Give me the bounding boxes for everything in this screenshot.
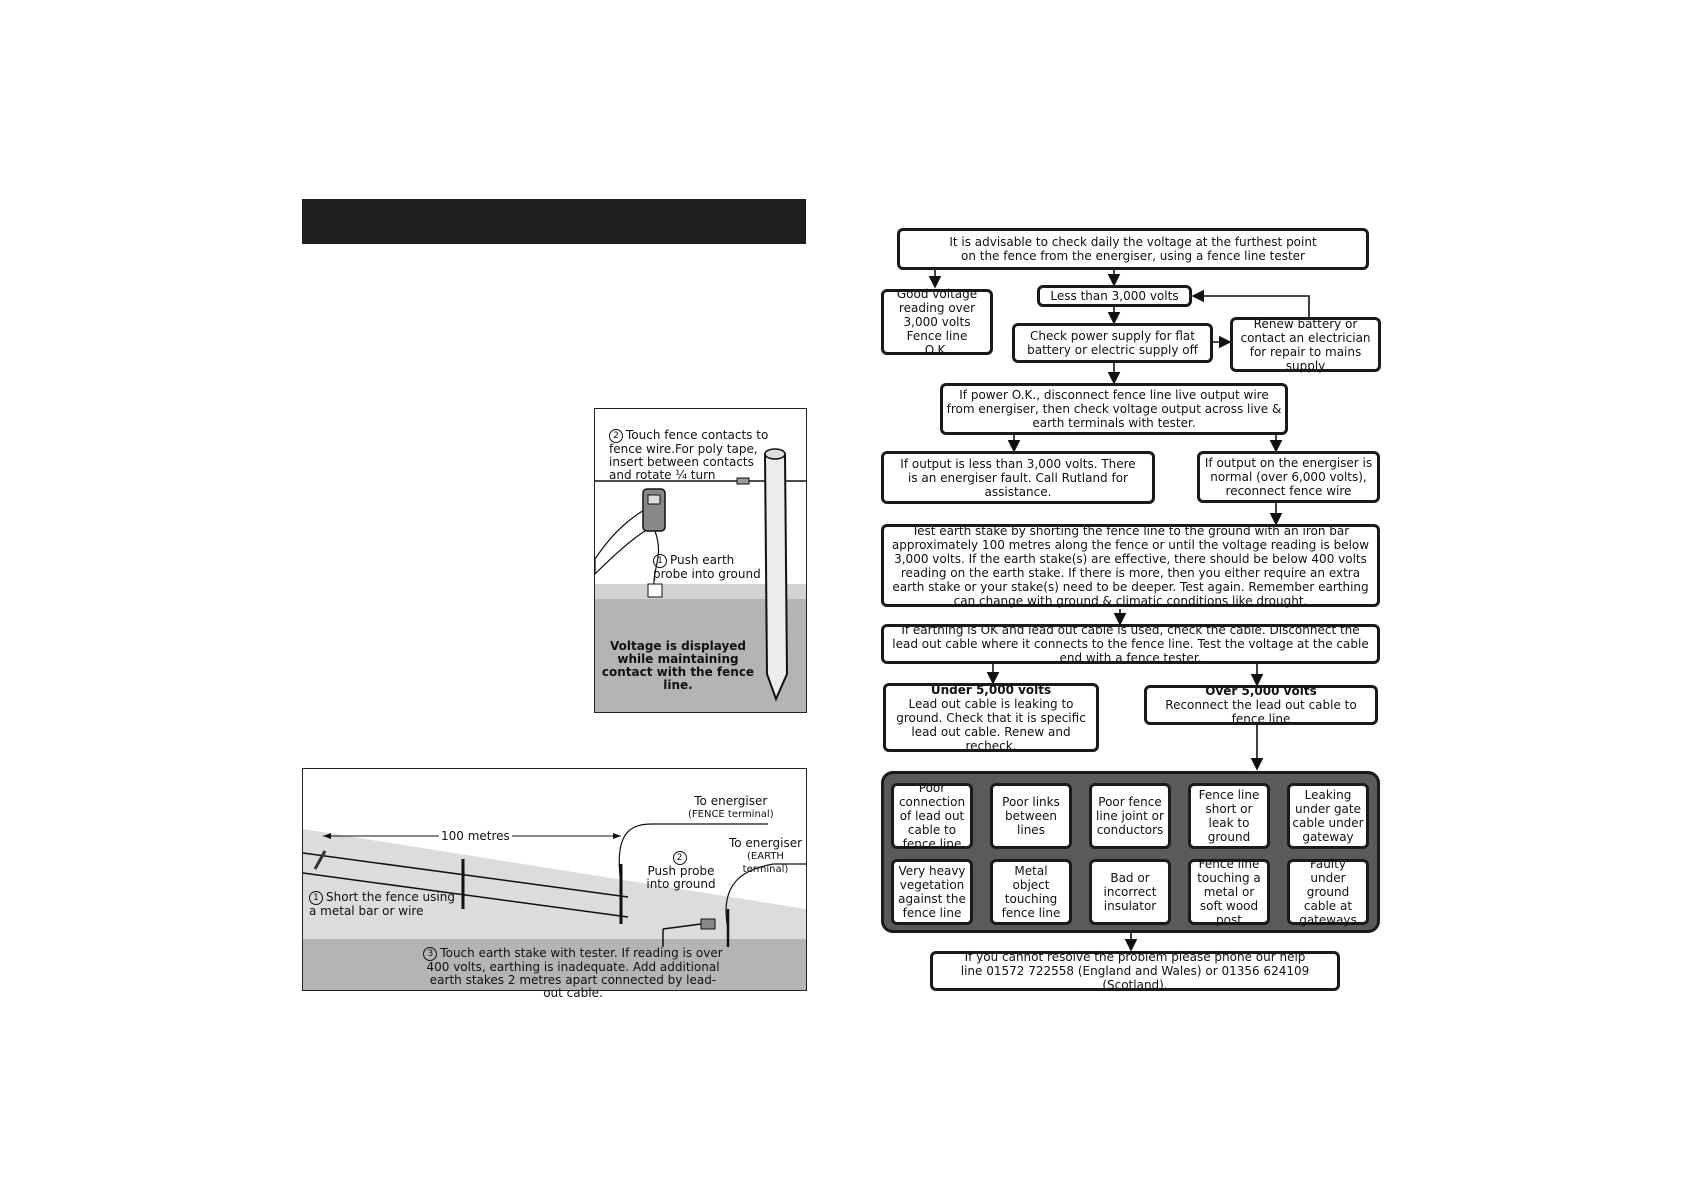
power-ok-box: If power O.K., disconnect fence line live output wire from energiser, then check voltage output across live & earth terminals with tester. [940,383,1288,435]
cause-box: Faulty under ground cable at gateways [1287,859,1369,925]
cause-box: Fence line touching a metal or soft wood post [1188,859,1270,925]
less-than-box: Less than 3,000 volts [1037,285,1192,307]
to-energiser-earth-label: To energiser (EARTH terminal) [728,836,803,875]
step2-probe-label: 2 Push probe into ground [646,853,716,891]
cause-box: Fence line short or leak to ground [1188,783,1270,849]
distance-label: 100 metres [441,829,510,843]
test-earth-box: Test earth stake by shorting the fence line to the ground with an iron bar approximately 100 metres along the fence or until the voltage reading is below 3,000 volts. If the earth stake(s) are effective, there should be below 400 volts reading on the earth stake. If there is more, then you either require an extra earth stake or your stake(s) need to be deeper. Test again. Remember earthing can change with ground & climatic conditions like drought. [881,524,1380,607]
causes-panel [881,771,1380,933]
voltage-note: Voltage is displayed while maintaining contact with the fence line. [601,639,755,692]
cause-box: Poor links between lines [990,783,1072,849]
under-5000-box: Under 5,000 volts Lead out cable is leaking to ground. Check that it is specific lead out cable. Renew and recheck. [883,683,1099,752]
output-normal-box: If output on the energiser is normal (over 6,000 volts), reconnect fence wire [1197,451,1380,503]
cause-box: Metal object touching fence line [990,859,1072,925]
cause-box: Leaking under gate cable under gateway [1287,783,1369,849]
step1-short-number: 1 [309,891,323,905]
help-line-box: If you cannot resolve the problem please phone our help line 01572 722558 (England and Wales) or 01356 624109 (Scotland). [930,951,1340,991]
good-voltage-box: Good voltage reading over 3,000 volts Fence line O.K. [881,289,993,355]
step3-label: 3 Touch earth stake with tester. If reading is over 400 volts, earthing is inadequate. Add additional earth stakes 2 metres apart connected by lead-out cable. [423,947,723,1000]
to-energiser-fence-label: To energiser (FENCE terminal) [688,794,774,820]
cause-box: Poor connection of lead out cable to fence line [891,783,973,849]
over-5000-box: Over 5,000 volts Reconnect the lead out cable to fence line [1144,685,1378,725]
output-low-box: If output is less than 3,000 volts. There is an energiser fault. Call Rutland for assistance. [881,451,1155,504]
cause-box: Very heavy vegetation against the fence line [891,859,973,925]
step1-number: 1 [653,554,667,568]
cause-box: Poor fence line joint or conductors [1089,783,1171,849]
renew-battery-box: Renew battery or contact an electrician for repair to mains supply [1230,317,1381,372]
earthing-ok-box: If earthing is OK and lead out cable is used, check the cable. Disconnect the lead out cable where it connects to the fence line. Test the voltage at the cable end with a fence tester. [881,624,1380,664]
cause-box: Bad or incorrect insulator [1089,859,1171,925]
step2-probe-number: 2 [673,851,687,865]
check-power-box: Check power supply for flat battery or electric supply off [1012,323,1213,363]
step2-number: 2 [609,429,623,443]
step3-number: 3 [423,947,437,961]
step1-text: 1 Push earth probe into ground [653,553,761,581]
start-box: It is advisable to check daily the voltage at the furthest point on the fence from the energiser, using a fence line tester [897,228,1369,270]
step2-text: 2 Touch fence contacts to fence wire.For poly tape, insert between contacts and rotate ¼ turn [609,428,769,482]
arrow-renew-back [1193,296,1309,317]
step1-short-label: 1 Short the fence using a metal bar or wire [309,890,455,918]
